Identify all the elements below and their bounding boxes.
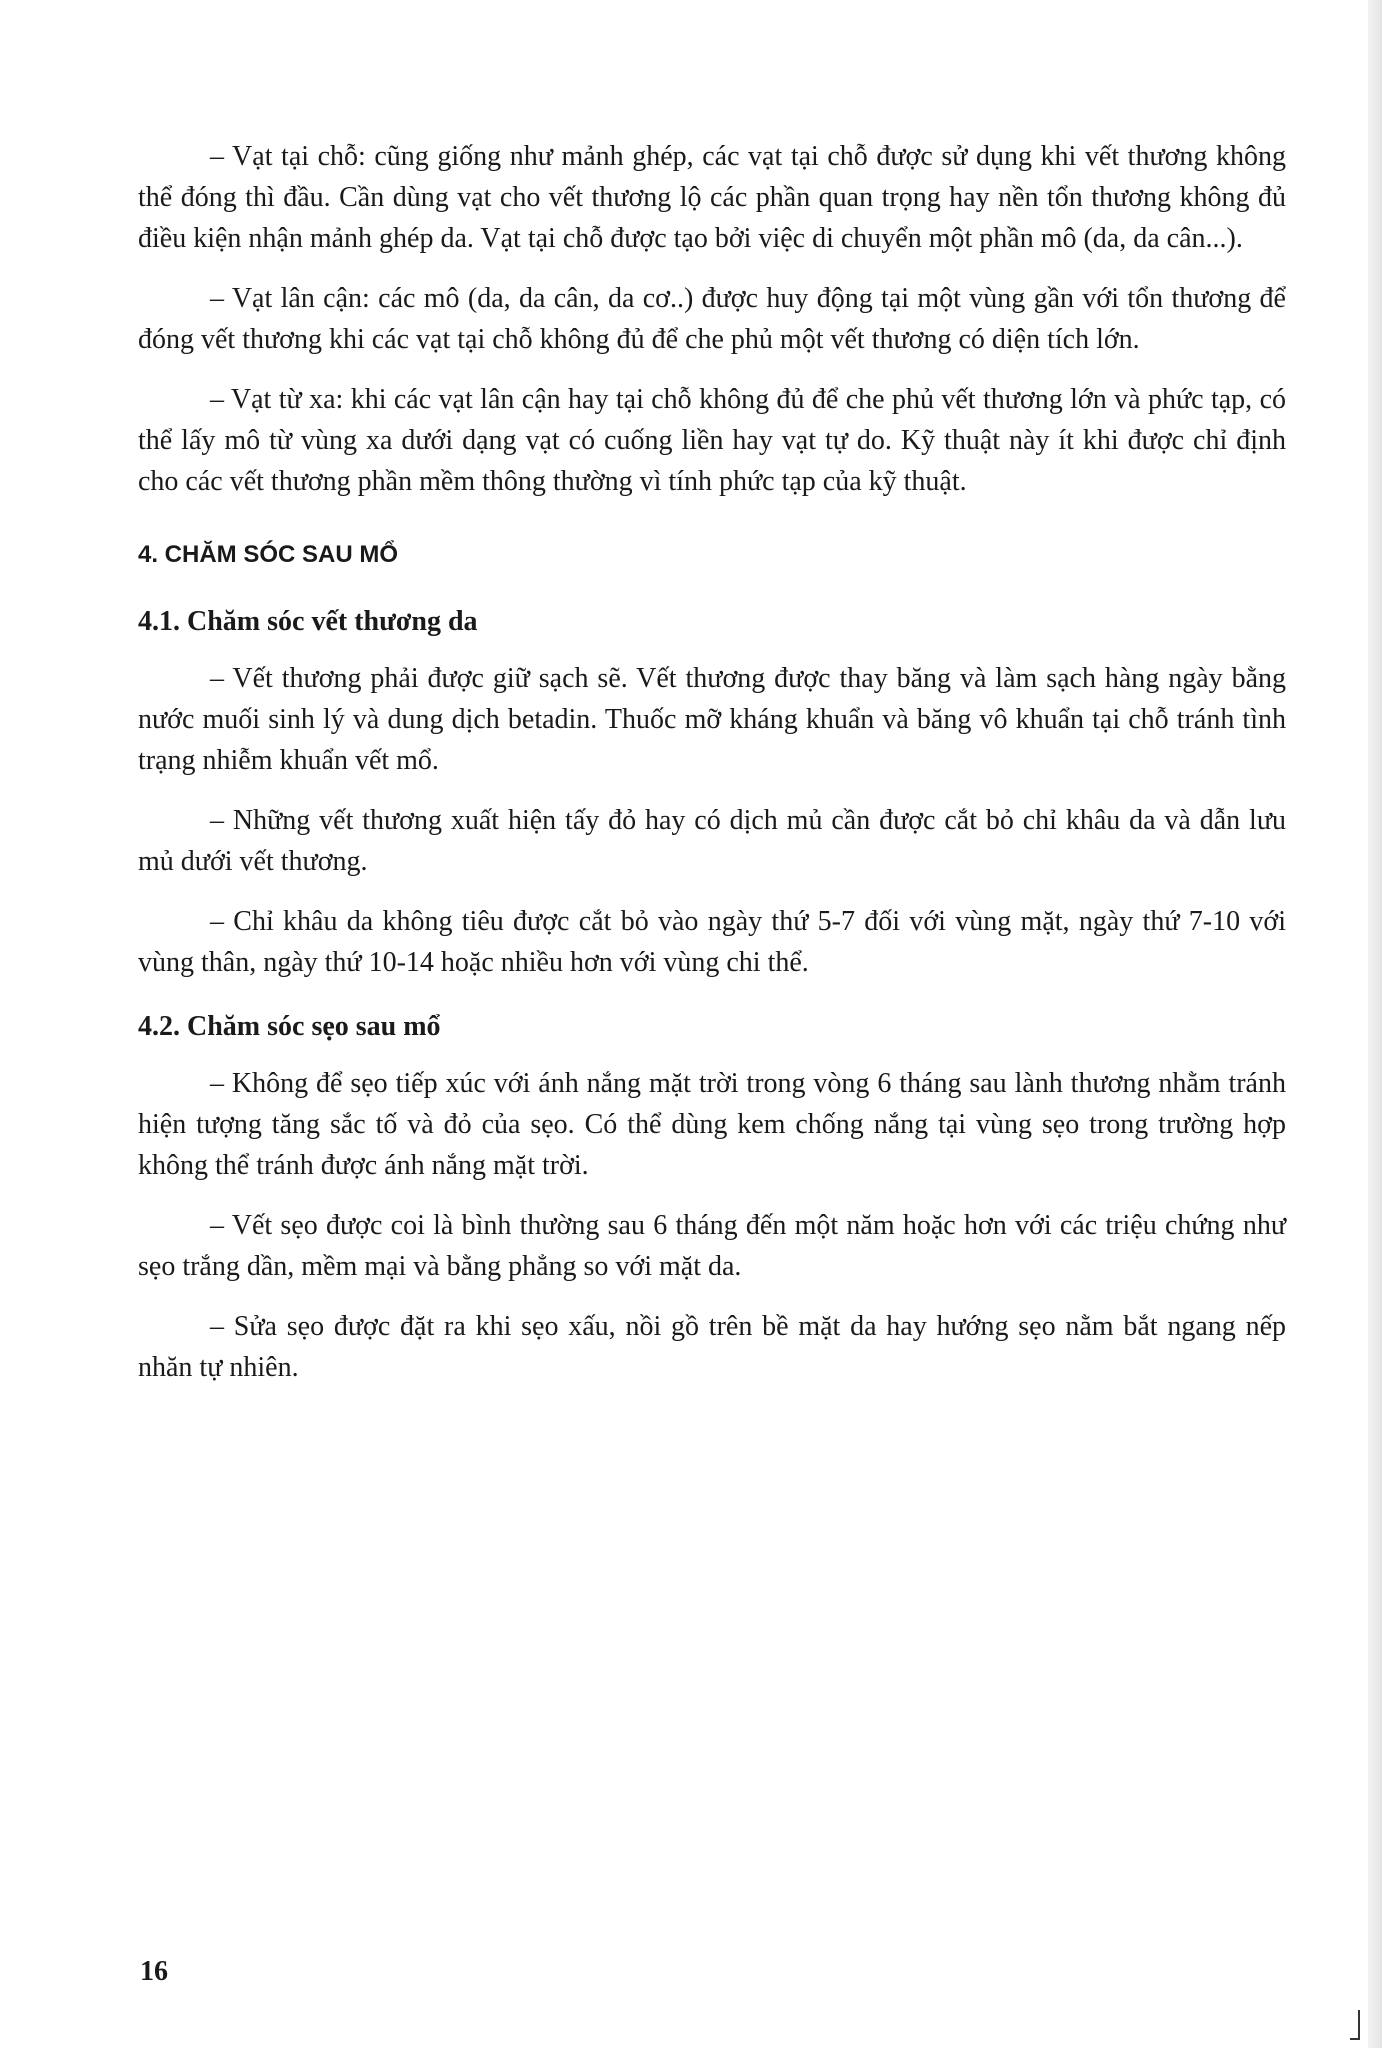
paragraph-scar-revision: – Sửa sẹo được đặt ra khi sẹo xấu, nồi gồ trên bề mặt da hay hướng sẹo nằm bắt ngang nếp nhăn tự nhiên. [138,1311,1286,1383]
section-heading-postop-care: 4. CHĂM SÓC SAU MỔ [138,541,399,568]
paragraph-local-flap: – Vạt tại chỗ: cũng giống như mảnh ghép, các vạt tại chỗ được sử dụng khi vết thương không thể đóng thì đầu. Cần dùng vạt cho vết thương lộ các phần quan trọng hay nền tổn thương không đủ điều kiện nhận mảnh ghép da. Vạt tại chỗ được tạo bởi việc di chuyển một phần mô (da, da cân...). [138,141,1286,254]
crop-mark [1358,2010,1360,2040]
page-edge-shadow [1368,0,1382,2048]
paragraph-scar-sun: – Không để sẹo tiếp xúc với ánh nắng mặt trời trong vòng 6 tháng sau lành thương nhằm tránh hiện tượng tăng sắc tố và đỏ của sẹo. Có thể dùng kem chống nắng tại vùng sẹo trong trường hợp không thể tránh được ánh nắng mặt trời. [138,1068,1286,1181]
paragraph-distant-flap: – Vạt từ xa: khi các vạt lân cận hay tại chỗ không đủ để che phủ vết thương lớn và phức tạp, có thể lấy mô từ vùng xa dưới dạng vạt có cuống liền hay vạt tự do. Kỹ thuật này ít khi được chỉ định cho các vết thương phần mềm thông thường vì tính phức tạp của kỹ thuật. [138,384,1286,497]
paragraph-scar-normal: – Vết sẹo được coi là bình thường sau 6 tháng đến một năm hoặc hơn với các triệu chứng như sẹo trắng dần, mềm mại và bằng phẳng so với mặt da. [138,1210,1286,1282]
subsection-heading-scar-care: 4.2. Chăm sóc sẹo sau mổ [138,1011,441,1042]
page-number: 16 [140,1956,168,1987]
paragraph-wound-clean: – Vết thương phải được giữ sạch sẽ. Vết thương được thay băng và làm sạch hàng ngày bằng nước muối sinh lý và dung dịch betadin. Thuốc mỡ kháng khuẩn và băng vô khuẩn tại chỗ tránh tình trạng nhiễm khuẩn vết mổ. [138,663,1286,776]
paragraph-suture-removal: – Chỉ khâu da không tiêu được cắt bỏ vào ngày thứ 5-7 đối với vùng mặt, ngày thứ 7-10 với vùng thân, ngày thứ 10-14 hoặc nhiều hơn với vùng chi thể. [138,906,1286,978]
paragraph-adjacent-flap: – Vạt lân cận: các mô (da, da cân, da cơ..) được huy động tại một vùng gần với tổn thương để đóng vết thương khi các vạt tại chỗ không đủ để che phủ một vết thương có diện tích lớn. [138,283,1286,355]
page-content [138,136,1286,1407]
paragraph-wound-infection: – Những vết thương xuất hiện tấy đỏ hay có dịch mủ cần được cắt bỏ chỉ khâu da và dẫn lưu mủ dưới vết thương. [138,805,1286,877]
subsection-heading-wound-care: 4.1. Chăm sóc vết thương da [138,606,478,637]
